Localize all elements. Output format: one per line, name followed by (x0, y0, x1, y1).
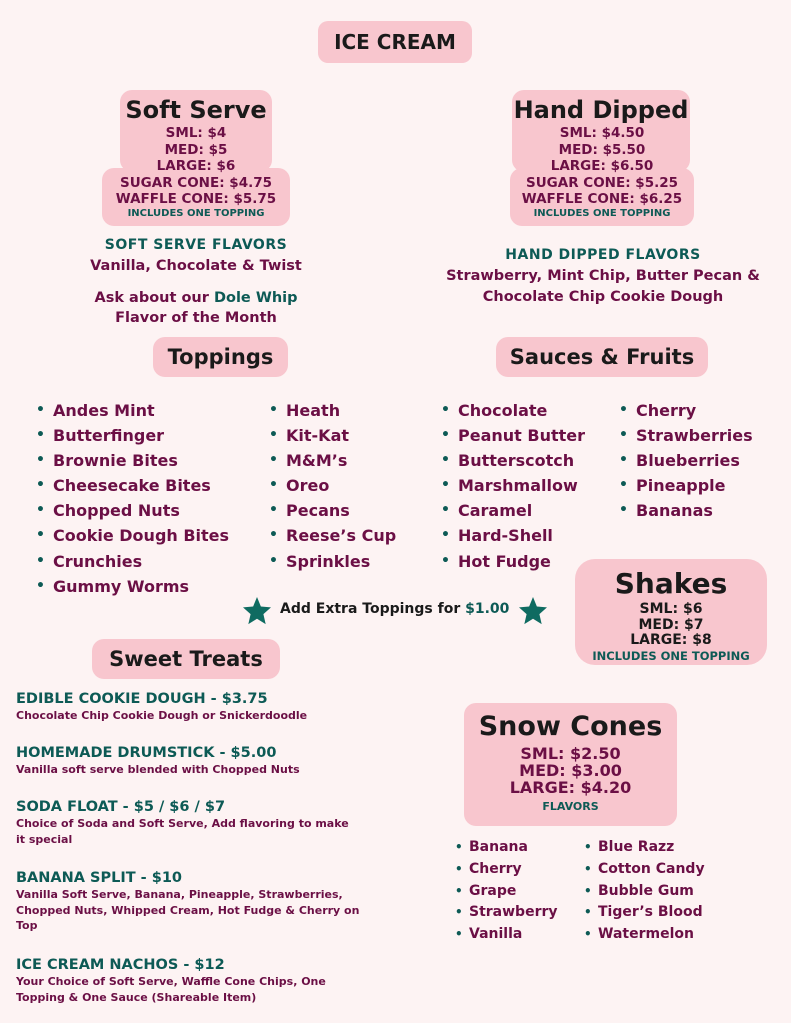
sauce-item: • Hard-Shell (441, 523, 585, 548)
toppings-title: Toppings (167, 345, 274, 369)
topping-item: • Chopped Nuts (36, 498, 229, 523)
sauce-item: • Hot Fudge (441, 549, 585, 574)
sauce-item: • Chocolate (441, 398, 585, 423)
sweet-treat-name: ICE CREAM NACHOS - $12 (16, 957, 225, 973)
extra-toppings-price: $1.00 (465, 601, 510, 617)
sweet-treat-name: SODA FLOAT - $5 / $6 / $7 (16, 799, 226, 815)
sweet-treat-5 (16, 956, 376, 1005)
extra-toppings-text: Add Extra Toppings for (280, 601, 466, 617)
sauces-list-col1 (441, 398, 585, 574)
sauces-title: Sauces & Fruits (509, 345, 695, 369)
soft-serve-price-med: MED: $5 (164, 141, 228, 158)
snow-cone-flavor: • Banana (455, 837, 558, 859)
extra-toppings-note (280, 600, 509, 618)
topping-item: • Gummy Worms (36, 574, 229, 599)
snow-cones-price-med: MED: $3.00 (519, 761, 622, 780)
shakes-note: INCLUDES ONE TOPPING (592, 648, 750, 663)
snow-cone-flavor: • Cotton Candy (584, 859, 705, 881)
fruit-item: • Bananas (619, 498, 753, 523)
hand-dipped-flavors (420, 266, 786, 308)
sweet-treat-desc: Choice of Soda and Soft Serve, Add flavoring to make it special (16, 817, 349, 846)
sweet-treat-name: EDIBLE COOKIE DOUGH - $3.75 (16, 691, 268, 707)
topping-item: • Brownie Bites (36, 448, 229, 473)
page-title: ICE CREAM (334, 30, 456, 54)
dole-whip-prefix: Ask about our (94, 290, 214, 306)
soft-serve-flavors-title: SOFT SERVE FLAVORS (104, 237, 288, 253)
topping-item: • Crunchies (36, 549, 229, 574)
snow-cones-list-col2 (584, 837, 705, 946)
topping-item: • Reese’s Cup (269, 523, 396, 548)
soft-serve-note: INCLUDES ONE TOPPING (127, 207, 265, 219)
topping-item: • Andes Mint (36, 398, 229, 423)
sauces-list-col2 (619, 398, 753, 523)
fruit-item: • Pineapple (619, 473, 753, 498)
soft-serve-flavors: Vanilla, Chocolate & Twist (90, 258, 302, 274)
sweet-treat-desc: Chocolate Chip Cookie Dough or Snickerdoodle (16, 709, 308, 722)
hand-dipped-prices (510, 125, 694, 220)
fruit-item: • Blueberries (619, 448, 753, 473)
dole-whip-note (40, 288, 352, 328)
snow-cone-flavor: • Blue Razz (584, 837, 705, 859)
shakes-prices (575, 602, 767, 663)
sauce-item: • Marshmallow (441, 473, 585, 498)
soft-serve-title: Soft Serve (125, 96, 267, 124)
sauce-item: • Peanut Butter (441, 423, 585, 448)
sauce-item: • Caramel (441, 498, 585, 523)
hand-dipped-price-sugar-cone: SUGAR CONE: $5.25 (525, 174, 678, 191)
sweet-treats-pill (92, 639, 280, 679)
shakes-title: Shakes (614, 567, 728, 600)
topping-item: • Cookie Dough Bites (36, 523, 229, 548)
snow-cone-flavor: • Cherry (455, 859, 558, 881)
topping-item: • M&M’s (269, 448, 396, 473)
topping-item: • Heath (269, 398, 396, 423)
topping-item: • Cheesecake Bites (36, 473, 229, 498)
sauces-pill (496, 337, 708, 377)
snow-cone-flavor: • Grape (455, 881, 558, 903)
snow-cones-card (464, 703, 677, 826)
hand-dipped-flavors-title: HAND DIPPED FLAVORS (505, 247, 701, 263)
sweet-treat-name: HOMEMADE DRUMSTICK - $5.00 (16, 745, 277, 761)
soft-serve-price-sugar-cone: SUGAR CONE: $4.75 (119, 174, 272, 191)
snow-cone-flavor: • Tiger’s Blood (584, 902, 705, 924)
toppings-pill (153, 337, 288, 377)
shakes-price-sml: SML: $6 (639, 601, 703, 617)
hand-dipped-price-large: LARGE: $6.50 (550, 158, 654, 174)
soft-serve-prices (102, 125, 290, 220)
sweet-treats-title: Sweet Treats (109, 647, 263, 671)
shakes-card (575, 559, 767, 665)
snow-cones-price-large: LARGE: $4.20 (509, 778, 632, 797)
hand-dipped-price-med: MED: $5.50 (558, 141, 646, 158)
sweet-treat-desc: Vanilla Soft Serve, Banana, Pineapple, Strawberries, Chopped Nuts, Whipped Cream, Hot Fudge & Cherry on Top (16, 888, 360, 932)
sweet-treat-1 (16, 690, 376, 724)
star-icon-left (241, 595, 273, 627)
topping-item: • Pecans (269, 498, 396, 523)
dole-whip-line2: Flavor of the Month (115, 310, 277, 326)
sweet-treat-3 (16, 798, 361, 847)
snow-cone-flavor: • Vanilla (455, 924, 558, 946)
snow-cones-price-sml: SML: $2.50 (520, 744, 621, 763)
hand-dipped-flavors-line2: Chocolate Chip Cookie Dough (482, 289, 724, 305)
hand-dipped-title: Hand Dipped (513, 96, 689, 124)
shakes-price-large: LARGE: $8 (630, 632, 712, 648)
soft-serve-price-large: LARGE: $6 (156, 158, 236, 174)
topping-item: • Oreo (269, 473, 396, 498)
hand-dipped-flavors-line1: Strawberry, Mint Chip, Butter Pecan & (446, 268, 760, 284)
soft-serve-price-sml: SML: $4 (165, 125, 227, 141)
snow-cones-flavors-title: FLAVORS (542, 800, 599, 813)
star-icon-right (517, 595, 549, 627)
topping-item: • Sprinkles (269, 549, 396, 574)
snow-cone-flavor: • Watermelon (584, 924, 705, 946)
hand-dipped-note: INCLUDES ONE TOPPING (533, 207, 671, 219)
sweet-treat-4 (16, 869, 366, 934)
sweet-treat-2 (16, 744, 376, 778)
toppings-list-col1 (36, 398, 229, 599)
toppings-list-col2 (269, 398, 396, 574)
snow-cones-prices (464, 745, 677, 814)
sauce-item: • Butterscotch (441, 448, 585, 473)
fruit-item: • Strawberries (619, 423, 753, 448)
sweet-treat-name: BANANA SPLIT - $10 (16, 870, 183, 886)
snow-cones-title: Snow Cones (478, 711, 663, 742)
sweet-treat-desc: Your Choice of Soft Serve, Waffle Cone Chips, One Topping & One Sauce (Shareable Item) (16, 975, 326, 1004)
sweet-treat-desc: Vanilla soft serve blended with Chopped Nuts (16, 763, 300, 776)
topping-item: • Kit-Kat (269, 423, 396, 448)
fruit-item: • Cherry (619, 398, 753, 423)
snow-cone-flavor: • Bubble Gum (584, 881, 705, 903)
shakes-price-med: MED: $7 (638, 616, 704, 633)
snow-cone-flavor: • Strawberry (455, 902, 558, 924)
header-pill (318, 21, 472, 63)
soft-serve-price-waffle-cone: WAFFLE CONE: $5.75 (115, 191, 277, 207)
hand-dipped-price-waffle-cone: WAFFLE CONE: $6.25 (521, 191, 683, 207)
snow-cones-list-col1 (455, 837, 558, 946)
topping-item: • Butterfinger (36, 423, 229, 448)
dole-whip-brand: Dole Whip (213, 290, 298, 306)
hand-dipped-price-sml: SML: $4.50 (559, 125, 645, 141)
